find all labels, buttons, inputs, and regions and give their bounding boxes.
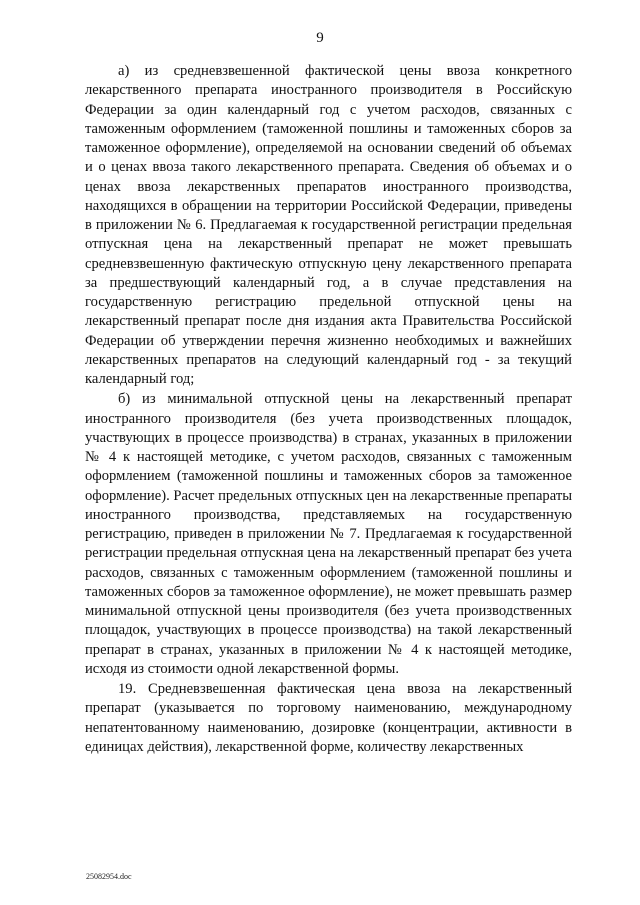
file-name-footer: 25082954.doc xyxy=(86,872,132,881)
paragraph-a: а) из средневзвешенной фактической цены ввоза конкретного лекарственного препарата иностранного производителя в Российскую Федерации за один календарный год с учетом расходов, связанных с таможенным оформлением (таможенной пошлины и таможенных сборов за таможенное оформление), определяемой на основании сведений об объемах и о ценах ввоза такого лекарственного препарата. Сведения об объемах и о ценах ввоза лекарственных препаратов иностранного производства, находящихся в обращении на территории Российской Федерации, приведены в приложении № 6. Предлагаемая к государственной регистрации предельная отпускная цена на лекарственный препарат не может превышать средневзвешенную фактическую отпускную цену лекарственного препарата за предшествующий календарный год, а в случае представления на государственную регистрацию предельной отпускной цены на лекарственный препарат после дня издания акта Правительства Российской Федерации об утверждении перечня жизненно необходимых и важнейших лекарственных препаратов на следующий календарный год - за текущий календарный год; xyxy=(85,63,572,387)
paragraph-b: б) из минимальной отпускной цены на лекарственный препарат иностранного производителя (без учета производственных площадок, участвующих в процессе производства) в странах, указанных в приложении № 4 к настоящей методике, с учетом расходов, связанных с таможенным оформлением (таможенной пошлины и таможенных сборов за таможенное оформление). Расчет предельных отпускных цен на лекарственные препараты иностранного производства, представляемых на государственную регистрацию, приведен в приложении № 7. Предлагаемая к государственной регистрации предельная отпускная цена на лекарственный препарат без учета расходов, связанных с таможенным оформлением (таможенной пошлины и таможенных сборов за таможенное оформление), не может превышать размер минимальной отпускной цены производителя (без учета производственных площадок, участвующих в процессе производства) на такой лекарственный препарат в странах, указанных в приложении № 4 к настоящей методике, исходя из стоимости одной лекарственной формы. xyxy=(85,391,572,677)
page-number: 9 xyxy=(316,30,324,46)
paragraph-19: 19. Средневзвешенная фактическая цена ввоза на лекарственный препарат (указывается по торговому наименованию, международному непатентованному наименованию, дозировке (концентрации, активности в единицах действия), лекарственной форме, количеству лекарственных xyxy=(85,681,572,755)
document-body xyxy=(85,62,572,758)
